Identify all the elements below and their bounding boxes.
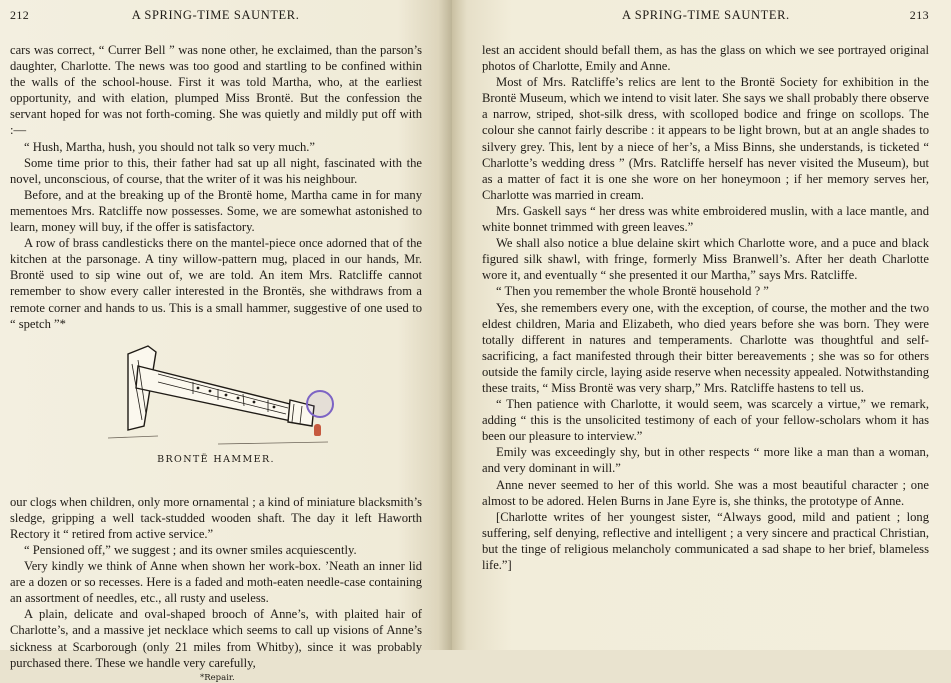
- right-paragraph: Yes, she remembers every one, with the exception, of course, the mother and the two eldest children, Maria and Elizabeth, who died years before she was born. They were totally different in natures and temperaments. Charlotte was thoughtful and self-sacrificing, a fact manifested through their bitter bereavements ; she was so for others outside the family circle, laying aside reserve when necessity appealed. Notwithstanding these traits, “ Miss Brontë was very sharp,” Mrs. Ratcliffe hastens to tell us.: [482, 300, 929, 395]
- left-paragraph: cars was correct, “ Currer Bell ” was none other, he exclaimed, than the parson’s daughter, Charlotte. The news was too good and startling to be confined within the walls of the school-house. First it was told Martha, who, at the earliest opportunity, and with elation, plumped Miss Brontë. But the confession the servant hoped for was not forth-coming. She was quietly and mildly put off with :—: [10, 43, 422, 138]
- right-paragraph: [Charlotte writes of her youngest sister, “Always good, mild and patient ; long suffering, self denying, reflective and intelligent ; a very sincere and practical Christian, but the tinge of religious melancholy communicated a sad shape to her brief, blameless life.”]: [482, 509, 929, 572]
- right-paragraph: lest an accident should befall them, as has the glass on which we see portrayed original photos of Charlotte, Emily and Anne.: [482, 43, 929, 74]
- left-paragraph: our clogs when children, only more ornamental ; a kind of miniature blacksmith’s sledge, gripping a well tack-studded wooden shaft. The day it left Haworth Rectory it “ retired from active service.”: [10, 494, 422, 541]
- left-paragraph: “ Pensioned off,” we suggest ; and its owner smiles acquiescently.: [24, 542, 357, 557]
- left-page-number: 212: [10, 8, 30, 22]
- right-page: [452, 0, 951, 650]
- figure-caption: BRONTË HAMMER.: [157, 453, 275, 465]
- left-paragraph: A plain, delicate and oval-shaped brooch of Anne’s, with plaited hair of Charlotte’s, and a massive jet necklace which seems to call up visions of Anne’s sickness at Scarborough (only 21 miles from Whitby), since it was probably purchased there. These we handle very carefully,: [10, 607, 422, 670]
- left-header-title: A SPRING-TIME SAUNTER.: [131, 8, 300, 22]
- right-running-head: [482, 8, 929, 32]
- right-body: [482, 42, 929, 573]
- right-header-title: A SPRING-TIME SAUNTER.: [622, 8, 790, 22]
- cursor-highlight: [306, 390, 334, 418]
- right-paragraph: We shall also notice a blue delaine skirt which Charlotte wore, and a puce and black figured silk shawl, with fringe, formerly Miss Branwell’s. After her death Charlotte wore it, and eventually “ she presented it our Martha,” says Mrs. Ratcliffe.: [482, 236, 929, 283]
- right-paragraph: Anne never seemed to her of this world. She was a most beautiful character ; one almost to be adored. Helen Burns in Jane Eyre is, she thinks, the prototype of Anne.: [482, 477, 929, 508]
- left-paragraph: Some time prior to this, their father had sat up all night, fascinated with the novel, unconscious, of course, that the writer of it was his neighbour.: [10, 155, 422, 186]
- right-page-number: 213: [909, 8, 929, 22]
- footnote: *Repair.: [200, 672, 235, 683]
- right-paragraph: “ Then patience with Charlotte, it would seem, was scarcely a virtue,” we remark, adding “ this is the unsolicited testimony of each of your fellow-scholars whom it has been our pleasure to interview.”: [482, 397, 929, 444]
- left-paragraph: “ Hush, Martha, hush, you should not talk so very much.”: [24, 139, 316, 154]
- left-running-head: [10, 8, 422, 32]
- hammer-figure: [10, 336, 422, 494]
- left-paragraph: Before, and at the breaking up of the Brontë home, Martha came in for many mementoes Mrs. Ratcliffe now possesses. Some, we are somewhat astonished to learn, money will buy, if the offer is satisfactory.: [10, 187, 422, 235]
- right-paragraph: Emily was exceedingly shy, but in other respects “ more like a man than a woman, and very dominant in will.”: [482, 445, 929, 476]
- left-body-top: [10, 42, 422, 332]
- left-paragraph: Very kindly we think of Anne when shown her work-box. ’Neath an inner lid are a dozen or so recesses. Here is a faded and moth-eaten needle-case containing an assortment of needles, etc., all rusty and useless.: [10, 559, 422, 606]
- left-body-bottom: [10, 494, 422, 671]
- left-paragraph: A row of brass candlesticks there on the mantel-piece once adorned that of the kitchen at the parsonage. A tiny willow-pattern mug, placed in our hands, Mr. Brontë used to sip wine out of, we are told. An item Mrs. Ratcliffe cannot remember to show every caller interested in the Brontës, she withdraws from a remote corner and hands to us. This is a small hammer, suggestive of one used to “ spetch ”*: [10, 236, 422, 331]
- right-paragraph: “ Then you remember the whole Brontë household ? ”: [496, 284, 769, 299]
- right-paragraph: Mrs. Gaskell says “ her dress was white embroidered muslin, with a lace mantle, and white bonnet trimmed with green leaves.”: [482, 203, 929, 235]
- right-paragraph: Most of Mrs. Ratcliffe’s relics are lent to the Brontë Society for exhibition in the Brontë Museum, which we intend to visit later. She says we shall probably there observe a narrow, striped, shot-silk dress, with scolloped bodice and fringe on scollops. The colour she cannot fairly describe : it appears to be light brown, but at an angle shades to silvery grey. This, lent by a niece of her’s, a Miss Binns, she understands, is ticketed “ Charlotte’s wedding dress ” (Mrs. Ratcliffe herself has never visited the Museum), but as a matter of fact it is one she wore on her honeymoon ; if her memory serves her, Charlotte was married in cream.: [482, 75, 929, 202]
- hammer-illustration: [98, 344, 338, 454]
- pointer-marker: [314, 424, 321, 436]
- left-page: [0, 0, 452, 683]
